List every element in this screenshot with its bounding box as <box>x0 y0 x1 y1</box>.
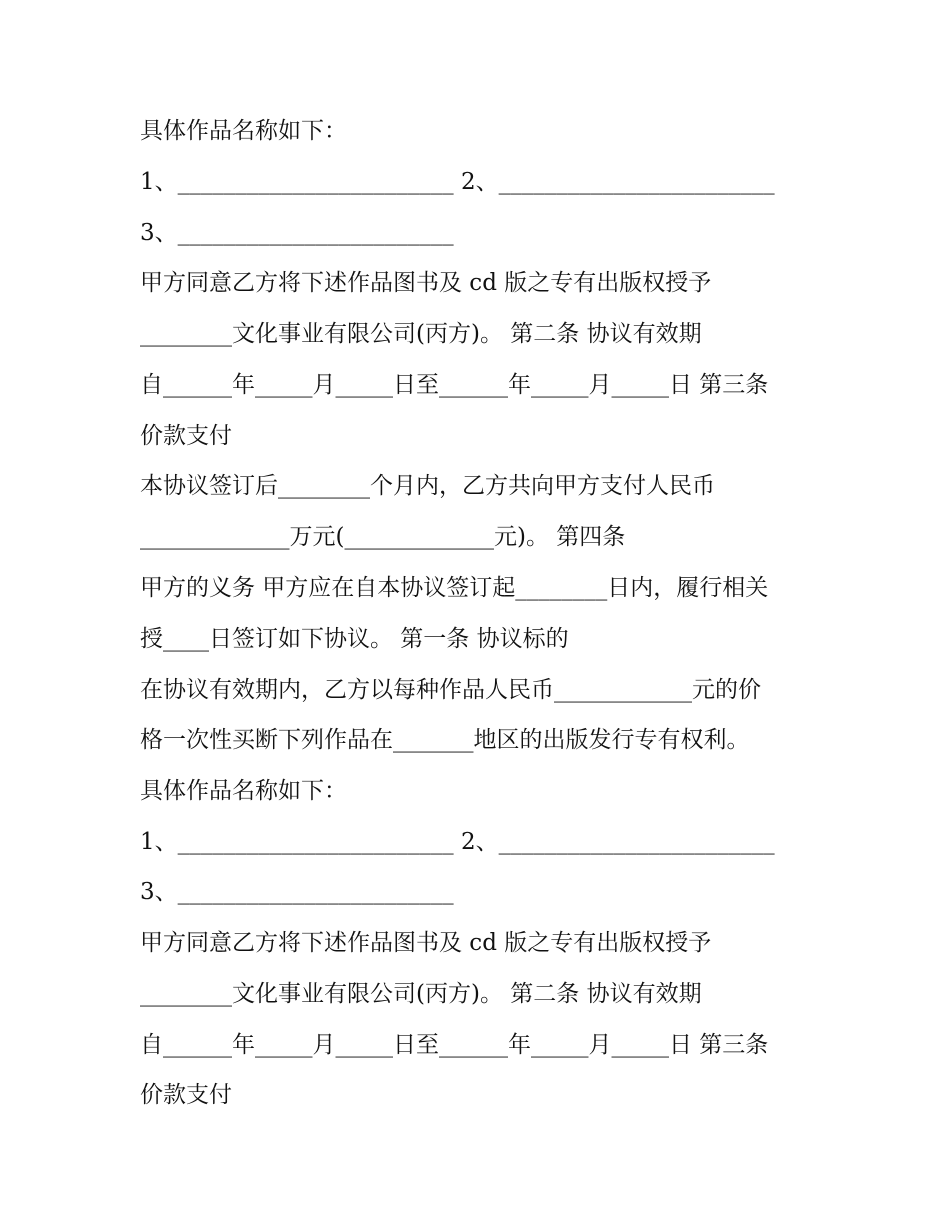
text-line: 价款支付 <box>140 423 232 449</box>
text-line: 3、________________________ <box>140 220 454 246</box>
text-line: 价款支付 <box>140 1082 232 1108</box>
text-line: 1、________________________ 2、________________________ <box>140 169 775 195</box>
text-line: 自______年_____月_____日至______年_____月_____日 第三条 <box>140 372 769 398</box>
text-line: 自______年_____月_____日至______年_____月_____日 第三条 <box>140 1032 769 1058</box>
text-line: _____________万元(_____________元)。 第四条 <box>140 524 626 550</box>
text-line: 甲方同意乙方将下述作品图书及 cd 版之专有出版权授予 <box>140 930 712 956</box>
text-line: 本协议签订后________个月内，乙方共向甲方支付人民币 <box>140 473 715 499</box>
text-line: 具体作品名称如下： <box>140 778 347 804</box>
text-line: ________文化事业有限公司(丙方)。 第二条 协议有效期 <box>140 981 702 1007</box>
text-line: 在协议有效期内，乙方以每种作品人民币____________元的价 <box>140 677 761 703</box>
text-line: 具体作品名称如下： <box>140 118 347 144</box>
text-line: 3、________________________ <box>140 879 454 905</box>
text-line: ________文化事业有限公司(丙方)。 第二条 协议有效期 <box>140 321 702 347</box>
text-line: 授____日签订如下协议。 第一条 协议标的 <box>140 626 569 652</box>
text-line: 甲方的义务 甲方应在自本协议签订起________日内，履行相关 <box>140 575 769 601</box>
text-line: 格一次性买断下列作品在_______地区的出版发行专有权利。 <box>140 727 750 753</box>
text-line: 1、________________________ 2、________________________ <box>140 829 775 855</box>
text-line: 甲方同意乙方将下述作品图书及 cd 版之专有出版权授予 <box>140 270 712 296</box>
